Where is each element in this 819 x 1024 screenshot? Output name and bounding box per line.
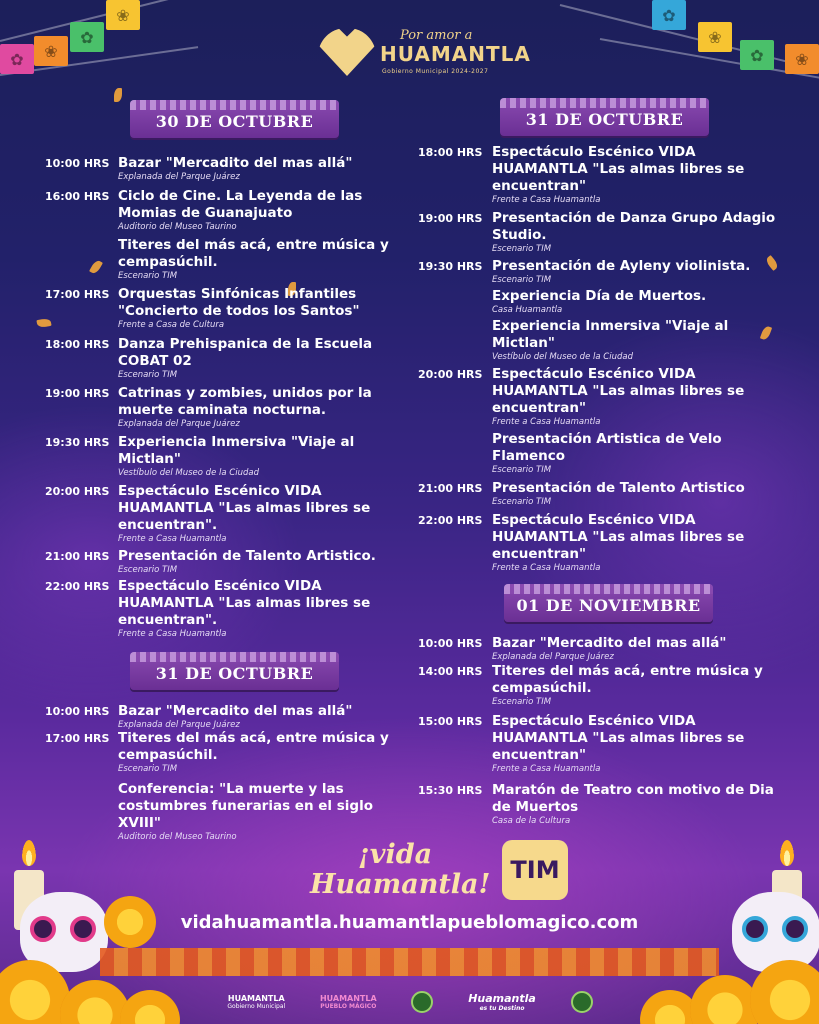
event-venue: Escenario TIM	[118, 565, 178, 575]
schedule-event	[45, 781, 393, 844]
schedule-event	[418, 782, 782, 828]
event-title: Titeres del más acá, entre música y cempasúchil.	[118, 730, 389, 763]
event-venue: Frente a Casa Huamantla	[492, 563, 601, 573]
schedule-event	[418, 663, 782, 709]
event-venue: Escenario TIM	[492, 497, 552, 507]
schedule-event	[45, 434, 393, 480]
event-venue: Explanada del Parque Juárez	[118, 720, 240, 730]
event-title: Maratón de Teatro con motivo de Dia de Muertos	[492, 782, 774, 815]
event-time: 17:00 HRS	[45, 732, 110, 745]
event-venue: Explanada del Parque Juárez	[118, 419, 240, 429]
event-venue: Auditorio del Museo Taurino	[118, 222, 237, 232]
event-venue: Frente a Casa Huamantla	[492, 417, 601, 427]
event-time: 17:00 HRS	[45, 288, 110, 301]
event-title: Experiencia Inmersiva "Viaje al Mictlan"	[492, 318, 729, 351]
event-time: 10:00 HRS	[45, 705, 110, 718]
event-title: Bazar "Mercadito del mas allá"	[118, 703, 353, 719]
logo-subtitle: Gobierno Municipal 2024-2027	[382, 68, 489, 75]
event-time: 18:00 HRS	[418, 146, 483, 159]
huamantla-logo	[318, 26, 531, 78]
flag-icon: ❀	[785, 44, 819, 74]
event-title: Presentación de Danza Grupo Adagio Studio.	[492, 210, 776, 243]
event-title: Experiencia Inmersiva "Viaje al Mictlan"	[118, 434, 355, 467]
flame-icon	[780, 840, 794, 866]
schedule-event	[418, 258, 782, 287]
event-title: Danza Prehispanica de la Escuela COBAT 02	[118, 336, 373, 369]
flag-icon: ✿	[70, 22, 104, 52]
schedule-event	[418, 635, 782, 664]
petal-icon	[114, 88, 122, 102]
event-title: Presentación Artistica de Velo Flamenco	[492, 431, 722, 464]
sponsor-pueblo-magico: HUAMANTLA PUEBLO MÁGICO	[319, 994, 377, 1010]
event-venue: Escenario TIM	[492, 244, 552, 254]
date-label: 01 DE NOVIEMBRE	[516, 596, 701, 615]
event-venue: Escenario TIM	[492, 465, 552, 475]
marigold-icon	[120, 990, 180, 1024]
event-venue: Escenario TIM	[492, 697, 552, 707]
website-url[interactable]: vidahuamantla.huamantlapueblomagico.com	[180, 912, 639, 933]
heart-icon	[318, 28, 376, 76]
event-venue: Frente a Casa de Cultura	[118, 320, 225, 330]
schedule-event	[418, 512, 782, 575]
sponsor-huamantla-destino: Huamantla es tu Destino	[468, 992, 536, 1012]
schedule-event	[45, 730, 393, 776]
event-title: Titeres del más acá, entre música y cempasúchil.	[118, 237, 389, 270]
event-time: 20:00 HRS	[45, 485, 110, 498]
schedule-event	[418, 713, 782, 776]
tim-logo: TIM	[502, 840, 568, 900]
event-title: Presentación de Talento Artistico.	[118, 548, 376, 564]
event-title: Espectáculo Escénico VIDA HUAMANTLA "Las almas libres se encuentran".	[118, 483, 371, 533]
event-time: 14:00 HRS	[418, 665, 483, 678]
event-time: 19:30 HRS	[418, 260, 483, 273]
brand-line-2: Huamantla!	[310, 869, 491, 900]
schedule-event	[418, 288, 782, 317]
papel-picado-strip	[100, 948, 719, 976]
event-venue: Escenario TIM	[118, 370, 178, 380]
brand-line-1: ¡vida	[357, 839, 433, 870]
date-banner-right-2	[504, 584, 713, 622]
event-time: 21:00 HRS	[45, 550, 110, 563]
event-title: Ciclo de Cine. La Leyenda de las Momias de Guanajuato	[118, 188, 363, 221]
schedule-event	[45, 237, 393, 283]
schedule-event	[45, 385, 393, 431]
event-venue: Escenario TIM	[118, 271, 178, 281]
schedule-event	[45, 336, 393, 382]
logo-script: Por amor a	[400, 28, 473, 43]
event-title: Orquestas Sinfónicas Infantiles "Concierto de todos los Santos"	[118, 286, 360, 319]
seal-icon	[571, 991, 593, 1013]
event-venue: Frente a Casa Huamantla	[492, 764, 601, 774]
event-title: Titeres del más acá, entre música y cempasúchil.	[492, 663, 763, 696]
schedule-event	[45, 548, 393, 577]
event-title: Presentación de Talento Artistico	[492, 480, 745, 496]
event-title: Espectáculo Escénico VIDA HUAMANTLA "Las almas libres se encuentran".	[118, 578, 371, 628]
schedule-event	[45, 188, 393, 234]
event-time: 19:00 HRS	[45, 387, 110, 400]
event-time: 22:00 HRS	[418, 514, 483, 527]
event-venue: Frente a Casa Huamantla	[492, 195, 601, 205]
vida-huamantla-logo	[310, 839, 491, 900]
schedule-event	[418, 431, 782, 477]
flag-icon: ❀	[34, 36, 68, 66]
logo-name: HUAMANTLA	[380, 42, 531, 66]
schedule-event	[418, 366, 782, 429]
date-banner-left-2	[130, 652, 339, 690]
event-title: Experiencia Día de Muertos.	[492, 288, 707, 304]
sponsor-logos	[210, 985, 610, 1019]
event-venue: Escenario TIM	[118, 764, 178, 774]
event-venue: Frente a Casa Huamantla	[118, 629, 227, 639]
event-venue: Casa de la Cultura	[492, 816, 571, 826]
event-time: 21:00 HRS	[418, 482, 483, 495]
date-banner-left-1	[130, 100, 339, 138]
seal-icon	[411, 991, 433, 1013]
event-title: Conferencia: "La muerte y las costumbres funerarias en el siglo XVIII"	[118, 781, 373, 831]
flag-icon: ❀	[106, 0, 140, 30]
flag-icon: ❀	[698, 22, 732, 52]
flame-icon	[22, 840, 36, 866]
event-time: 15:00 HRS	[418, 715, 483, 728]
event-title: Espectáculo Escénico VIDA HUAMANTLA "Las almas libres se encuentran"	[492, 713, 745, 763]
event-title: Bazar "Mercadito del mas allá"	[118, 155, 353, 171]
schedule-event	[45, 578, 393, 641]
event-time: 15:30 HRS	[418, 784, 483, 797]
event-time: 18:00 HRS	[45, 338, 110, 351]
sponsor-huamantla-gobierno: HUAMANTLA Gobierno Municipal	[227, 994, 286, 1010]
event-time: 19:00 HRS	[418, 212, 483, 225]
schedule-event	[418, 318, 782, 364]
event-venue: Vestíbulo del Museo de la Ciudad	[492, 352, 633, 362]
schedule-event	[45, 483, 393, 546]
event-venue: Escenario TIM	[492, 275, 552, 285]
event-time: 22:00 HRS	[45, 580, 110, 593]
flag-icon: ✿	[652, 0, 686, 30]
event-time: 19:30 HRS	[45, 436, 110, 449]
event-time: 10:00 HRS	[45, 157, 110, 170]
date-label: 31 DE OCTUBRE	[155, 664, 314, 683]
date-banner-right-1	[500, 98, 709, 136]
event-time: 16:00 HRS	[45, 190, 110, 203]
date-label: 30 DE OCTUBRE	[155, 112, 314, 131]
event-title: Espectáculo Escénico VIDA HUAMANTLA "Las almas libres se encuentran"	[492, 144, 745, 194]
flag-icon: ✿	[0, 44, 34, 74]
event-venue: Casa Huamantla	[492, 305, 563, 315]
schedule-event	[418, 144, 782, 207]
event-time: 20:00 HRS	[418, 368, 483, 381]
event-title: Bazar "Mercadito del mas allá"	[492, 635, 727, 651]
event-title: Espectáculo Escénico VIDA HUAMANTLA "Las almas libres se encuentran"	[492, 512, 745, 562]
schedule-event	[45, 286, 393, 332]
schedule-event	[45, 703, 393, 732]
event-venue: Auditorio del Museo Taurino	[118, 832, 237, 842]
event-venue: Vestíbulo del Museo de la Ciudad	[118, 468, 259, 478]
event-title: Espectáculo Escénico VIDA HUAMANTLA "Las almas libres se encuentran"	[492, 366, 745, 416]
flag-icon: ✿	[740, 40, 774, 70]
event-title: Presentación de Ayleny violinista.	[492, 258, 751, 274]
event-venue: Explanada del Parque Juárez	[492, 652, 614, 662]
event-venue: Explanada del Parque Juárez	[118, 172, 240, 182]
schedule-event	[418, 210, 782, 256]
schedule-event	[418, 480, 782, 509]
date-label: 31 DE OCTUBRE	[525, 110, 684, 129]
event-title: Catrinas y zombies, unidos por la muerte caminata nocturna.	[118, 385, 372, 418]
event-time: 10:00 HRS	[418, 637, 483, 650]
schedule-event	[45, 155, 393, 184]
event-venue: Frente a Casa Huamantla	[118, 534, 227, 544]
